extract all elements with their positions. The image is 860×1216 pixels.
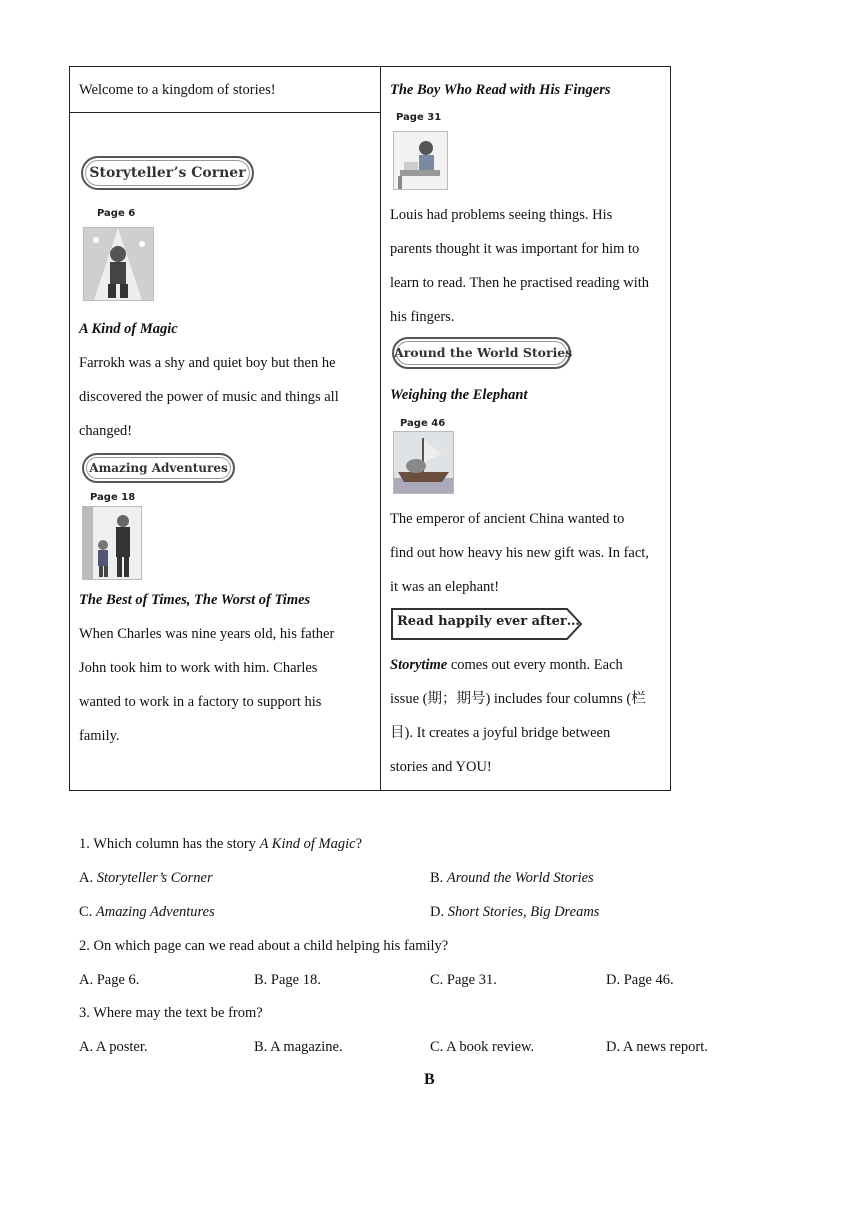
question-1-italic: A Kind of Magic bbox=[259, 836, 356, 852]
table-column-divider bbox=[380, 66, 381, 791]
story2-line: John took him to work with him. Charles bbox=[79, 660, 318, 676]
option-text: Short Stories, Big Dreams bbox=[447, 904, 600, 920]
q3-option-b: B. A magazine. bbox=[254, 1039, 343, 1055]
story-title-best-of-times: The Best of Times, The Worst of Times bbox=[79, 592, 311, 608]
q1-option-c bbox=[79, 903, 215, 921]
story4-line: it was an elephant! bbox=[390, 579, 500, 595]
q3-option-c: C. A book review. bbox=[430, 1039, 535, 1055]
story3-line: his fingers. bbox=[390, 309, 455, 325]
q1-option-a bbox=[79, 869, 213, 887]
q2-option-d: D. Page 46. bbox=[606, 972, 674, 988]
question-2: 2. On which page can we read about a child helping his family? bbox=[79, 938, 449, 954]
elephant-boat-illustration bbox=[393, 431, 454, 494]
page-label-6: Page 6 bbox=[97, 208, 136, 219]
story4-line: The emperor of ancient China wanted to bbox=[390, 511, 625, 527]
closing-line-4: stories and YOU! bbox=[390, 759, 492, 775]
question-1-suffix: ? bbox=[355, 836, 362, 852]
story-title-a-kind-of-magic: A Kind of Magic bbox=[79, 321, 178, 337]
read-happily-banner bbox=[391, 608, 583, 640]
option-letter: D. bbox=[430, 904, 448, 920]
boy-reading-illustration bbox=[393, 131, 448, 190]
closing-line-3: 目). It creates a joyful bridge between bbox=[390, 725, 611, 741]
story-title-weighing-elephant: Weighing the Elephant bbox=[390, 387, 528, 403]
question-1-prefix: 1. Which column has the story bbox=[79, 836, 260, 852]
read-happily-label: Read happily ever after… bbox=[397, 614, 580, 629]
story2-line: family. bbox=[79, 728, 120, 744]
question-1 bbox=[79, 835, 362, 853]
story1-line: discovered the power of music and things all bbox=[79, 389, 339, 405]
father-son-illustration bbox=[82, 506, 142, 580]
story4-line: find out how heavy his new gift was. In fact, bbox=[390, 545, 649, 561]
page-label-31: Page 31 bbox=[396, 112, 442, 123]
option-text: Around the World Stories bbox=[446, 870, 594, 886]
story3-line: Louis had problems seeing things. His bbox=[390, 207, 613, 223]
closing-line-1 bbox=[390, 656, 623, 674]
storytime-title: Storytime bbox=[390, 657, 448, 673]
around-the-world-banner: Around the World Stories bbox=[392, 337, 571, 369]
option-text: Storyteller’s Corner bbox=[96, 870, 213, 886]
q2-option-a: A. Page 6. bbox=[79, 972, 140, 988]
story1-line: changed! bbox=[79, 423, 133, 439]
q3-option-d: D. A news report. bbox=[606, 1039, 708, 1055]
story2-line: When Charles was nine years old, his father bbox=[79, 626, 335, 642]
story3-line: learn to read. Then he practised reading with bbox=[390, 275, 650, 291]
story3-line: parents thought it was important for him to bbox=[390, 241, 640, 257]
story1-line: Farrokh was a shy and quiet boy but then he bbox=[79, 355, 336, 371]
story2-line: wanted to work in a factory to support his bbox=[79, 694, 322, 710]
q1-option-d bbox=[430, 903, 599, 921]
option-text: Amazing Adventures bbox=[95, 904, 215, 920]
closing-line-1-rest: comes out every month. Each bbox=[447, 657, 623, 673]
singer-illustration bbox=[83, 227, 154, 301]
question-3: 3. Where may the text be from? bbox=[79, 1005, 263, 1021]
q1-option-b bbox=[430, 869, 594, 887]
option-letter: A. bbox=[79, 870, 97, 886]
table-row-divider bbox=[69, 112, 381, 113]
closing-line-2: issue (期；期号) includes four columns (栏 bbox=[390, 691, 646, 707]
option-letter: C. bbox=[79, 904, 96, 920]
q3-option-a: A. A poster. bbox=[79, 1039, 148, 1055]
story-title-boy-who-read: The Boy Who Read with His Fingers bbox=[390, 82, 611, 98]
page-label-46: Page 46 bbox=[400, 418, 446, 429]
option-letter: B. bbox=[430, 870, 447, 886]
intro-text: Welcome to a kingdom of stories! bbox=[79, 82, 276, 98]
storytellers-corner-banner: Storyteller’s Corner bbox=[81, 156, 254, 190]
amazing-adventures-banner: Amazing Adventures bbox=[82, 453, 235, 483]
section-label-b: B bbox=[424, 1071, 435, 1088]
q2-option-c: C. Page 31. bbox=[430, 972, 497, 988]
page-label-18: Page 18 bbox=[90, 492, 136, 503]
q2-option-b: B. Page 18. bbox=[254, 972, 321, 988]
